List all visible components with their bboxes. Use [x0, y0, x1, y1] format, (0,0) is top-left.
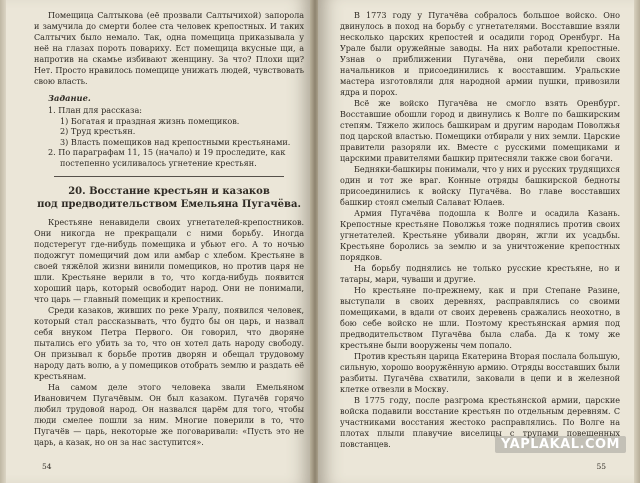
section-heading-line1: 20. Восстание крестьян и казаков [68, 186, 270, 197]
body-paragraph: Всё же войско Пугачёва не смогло взять Оренбург. Восставшие обошли город и двинулись к Волге по башкирским степям. Тяжело жилось башкирам и другим народам Поволжья под царской властью. Помещики отбирали у них земли. Царские правители разоряли их. Вместе с русскими помещиками и царскими правителями башкир притесняли также свои богачи. [340, 98, 620, 163]
task-line: 2) Труд крестьян. [60, 126, 136, 136]
body-paragraph: На борьбу поднялись не только русские крестьяне, но и татары, мари, чуваши и другие. [340, 263, 620, 284]
task-line: 1. План для рассказа: [48, 105, 143, 115]
body-paragraph: Против крестьян царица Екатерина Вторая послала большую, сильную, хорошо вооружённую армию. Отряды восставших были разбиты. Пугачёва схватили, заковали в цепи и в железной клетке отвезли в Москву. [340, 351, 620, 394]
body-paragraph: Но крестьяне по-прежнему, как и при Степане Разине, выступали в своих деревнях, расправлялись со своими помещиками, в вдали от своих деревень сражались неохотно, в бою себе войско не шли. Поэтому крестьянская армия под предводительством Пугачёва была слаба. Да к тому же крестьяне были вооружены чем попало. [340, 285, 620, 350]
task-line: 1) Богатая и праздная жизнь помещиков. [60, 115, 240, 126]
section-heading-line2: под предводительством Емельяна Пугачёва. [37, 199, 301, 210]
body-paragraph: Крестьяне ненавидели своих угнетателей-крепостников. Они никогда не прекращали с ними борьбу. Иногда подстерегут где-нибудь помещика и убьют его. А то ночью подожгут помещичий дом или амбар с хлебом. Крестьяне в своей тяжёлой жизни винили помещиков, но против царя не шли. Крестьяне верили в то, что когда-нибудь появится хороший царь, который освободит народ. Они не понимали, что царь — главный помещик и крепостник. [34, 217, 304, 304]
left-page-content [34, 10, 304, 448]
body-paragraph: В 1775 году, после разгрома крестьянской армии, царские войска подавили восстание крестьян по отдельным деревням. С участниками восстания жестоко расправлялись. По Волге на плотах плыли плавучие виселицы с трупами повешенных повстанцев. [340, 395, 620, 449]
body-paragraph: На самом деле этого человека звали Емельяном Ивановичем Пугачёвым. Он был казаком. Пугачёв горячо любил трудовой народ. Он назвался царём для того, чтобы люди смелее пошли за ним. Многие поверили в то, что Пугачёв — царь, некоторые же поговаривали: «Пусть это не царь, а казак, но он за нас заступится». [34, 382, 304, 447]
body-paragraph: В 1773 году у Пугачёва собралось большое войско. Оно двинулось в поход на борьбу с угнетателями. Восставшие взяли несколько царских крепостей и осадили город Оренбург. На Урале были оружейные заводы. На них работали крепостные. Узнав о приближении Пугачёва, они перебили своих начальников и присоединились к восставшим. Уральские мастера изготовляли для народной армии пушки, привозили ядра и порох. [340, 10, 620, 97]
body-paragraph: Бедняки-башкиры понимали, что у них и русских трудящихся один и тот же враг. Конные отряды башкирской бедноты присоединились к войску Пугачёва. Во главе восставших башкир стоял смелый Салават Юлаев. [340, 164, 620, 207]
body-paragraph: Среди казаков, живших по реке Уралу, появился человек, который стал рассказывать, что будто бы он царь, и назвал себя внуком Петра Первого. Он говорил, что дворяне пытались его убить за то, что он хотел дать народу свободу. Он призывал к борьбе против дворян и обещал трудовому народу дать волю, а у помещиков отобрать землю и раздать её крестьянам. [34, 305, 304, 381]
intro-paragraph: Помещица Салтыкова (её прозвали Салтычихой) запорола и замучила до смерти более ста человек крепостных. И таких Салтычих было немало. Так, одна помещица приказывала у неё на глазах пороть повариху. Ест помещица вкусные щи, а напротив на скамье избивают женщину. За что? Плохи щи? Нет. Просто нравилось помещице унижать людей, чувствовать свою власть. [34, 10, 304, 86]
page-edge [634, 0, 640, 483]
body-paragraph: Армия Пугачёва подошла к Волге и осадила Казань. Крепостные крестьяне Поволжья тоже поднялись против своих угнетателей. Крестьяне убивали дворян, жгли их усадьбы. Крестьяне боролись за землю и за уничтожение крепостных порядков. [340, 208, 620, 262]
divider [54, 176, 284, 177]
site-watermark: YAPLAKAL.COM [495, 436, 626, 453]
task-line: постепенно усиливалось угнетение крестьян. [60, 157, 257, 168]
task-title: Задание. [48, 93, 91, 103]
task-line: 3) Власть помещиков над крепостными крестьянами. [60, 136, 291, 147]
right-page [318, 0, 634, 483]
page-number-left: 54 [42, 462, 52, 471]
right-page-content [340, 10, 620, 450]
page-number-right: 55 [596, 462, 606, 471]
left-page [6, 0, 312, 483]
task-line: 2. По параграфам 11, 15 (начало) и 19 проследите, как [48, 147, 286, 157]
